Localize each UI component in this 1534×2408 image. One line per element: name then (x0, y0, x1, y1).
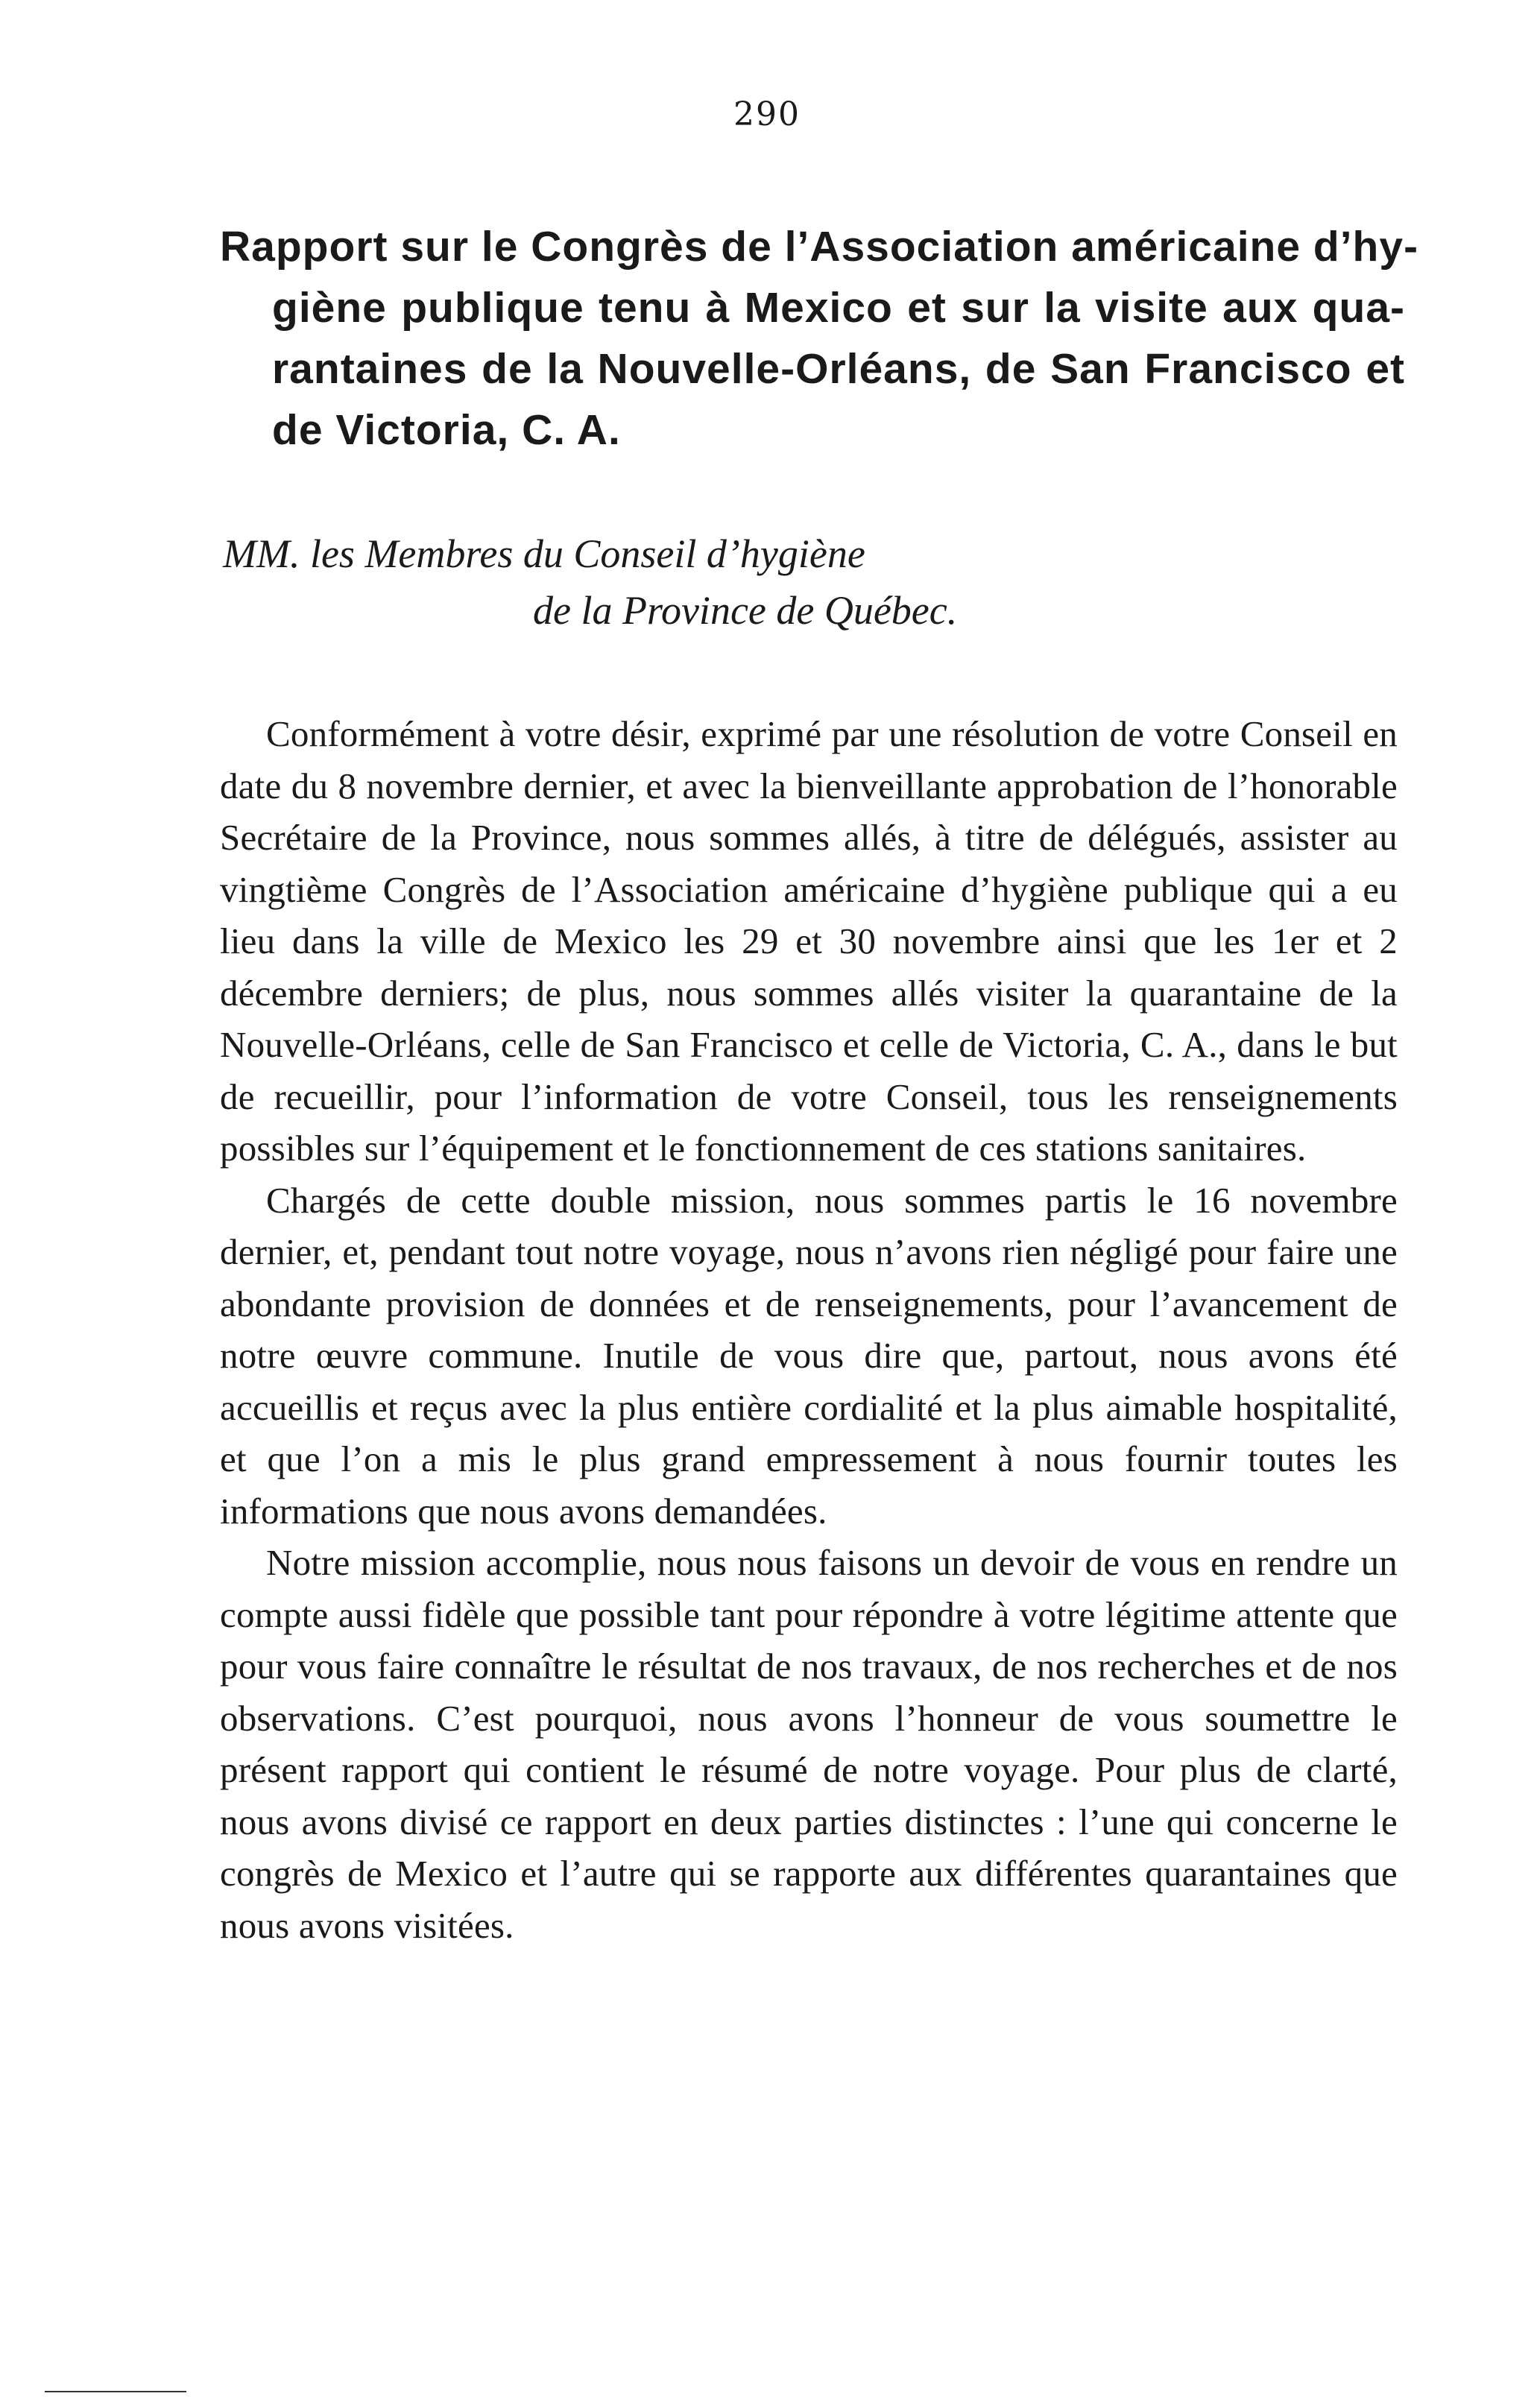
body-text (220, 708, 1398, 1951)
salutation-line: MM. les Membres du Conseil d’hygiène (223, 531, 865, 576)
paragraph: Notre mission accomplie, nous nous faisons un devoir de vous en rendre un compte aussi fidèle que possible tant pour répondre à votre légitime attente que pour vous faire connaître le résultat de nos travaux, de nos recherches et de nos observations. C’est pourquoi, nous avons l’honneur de vous soumettre le présent rapport qui contient le résumé de notre voyage. Pour plus de clarté, nous avons divisé ce rapport en deux parties distinctes : l’une qui concerne le congrès de Mexico et l’autre qui se rapporte aux différentes quarantaines que nous avons visitées. (220, 1542, 1398, 1946)
paragraph: Chargés de cette double mission, nous sommes partis le 16 novembre dernier, et, pendant tout notre voyage, nous n’avons rien négligé pour faire une abondante provision de données et de renseignements, pour l’avancement de notre œuvre commune. Inutile de vous dire que, partout, nous avons été accueillis et reçus avec la plus entière cordialité et la plus aimable hospitalité, et que l’on a mis le plus grand empressement à nous fournir toutes les informations que nous avons demandées. (220, 1179, 1398, 1532)
paragraph: Conformément à votre désir, exprimé par une résolution de votre Conseil en date du 8 novembre dernier, et avec la bienveillante approbation de l’honorable Secrétaire de la Province, nous sommes allés, à titre de délégués, assister au vingtième Congrès de l’Association américaine d’hygiène publique qui a eu lieu dans la ville de Mexico les 29 et 30 novembre ainsi que les 1er et 2 décembre derniers; de plus, nous sommes allés visiter la quarantaine de la Nouvelle-Orléans, celle de San Francisco et celle de Victoria, C. A., dans le but de recueillir, pour l’information de votre Conseil, tous les renseignements possibles sur l’équipement et le fonctionnement de ces stations sanitaires. (220, 713, 1398, 1169)
title-line: Rapport sur le Congrès de l’Association américaine d’hy- (220, 223, 1419, 271)
page-number: 290 (733, 95, 801, 133)
title-line: rantaines de la Nouvelle-Orléans, de San Francisco et (272, 345, 1405, 393)
report-title (220, 216, 1419, 461)
salutation-line: de la Province de Québec. (533, 588, 958, 633)
footer-rule (45, 2391, 186, 2392)
salutation (220, 525, 1405, 639)
title-line: giène publique tenu à Mexico et sur la visite aux qua- (272, 284, 1405, 332)
title-line: de Victoria, C. A. (272, 406, 621, 454)
